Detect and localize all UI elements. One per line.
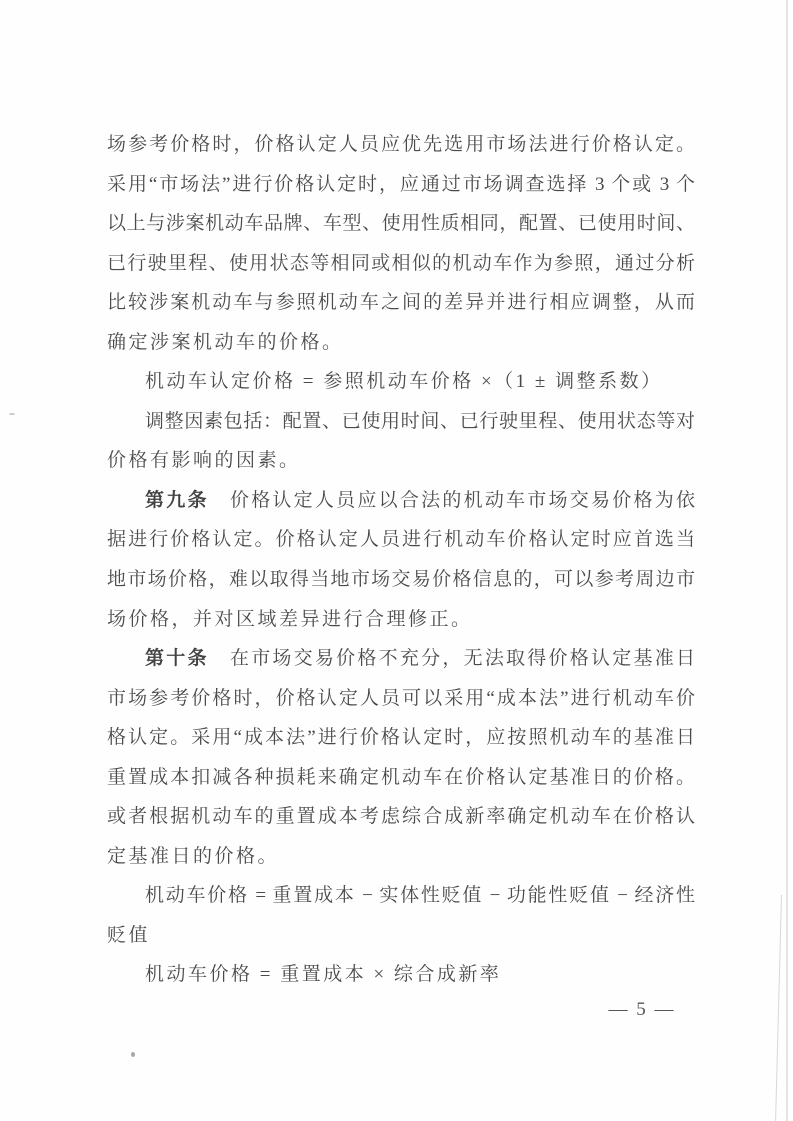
text-line: 以上与涉案机动车品牌、车型、使用性质相同，配置、已使用时间、 (107, 213, 695, 235)
formula-line: 机动车价格 = 重置成本 × 综合成新率 (145, 964, 502, 986)
text-line: 确定涉案机动车的价格。 (107, 331, 344, 353)
formula-line: 机动车价格 = 重置成本 − 实体性贬值 − 功能性贬值 − 经济性 (145, 885, 695, 907)
text-line: 贬值 (107, 924, 151, 946)
text-line: 采用“市场法”进行价格认定时，应通过市场调查选择 3 个或 3 个 (107, 173, 695, 195)
scan-edge-line (775, 895, 782, 1121)
scan-speck (9, 413, 15, 415)
text-line: 已行驶里程、使用状态等相同或相似的机动车作为参照，通过分析 (107, 252, 695, 274)
text-line (107, 481, 695, 521)
text-line: 定基准日的价格。 (107, 845, 280, 867)
scan-edge-line (786, 0, 788, 1121)
text-line: 市场参考价格时，价格认定人员可以采用“成本法”进行机动车价 (107, 687, 695, 709)
article-text: 在市场交易价格不充分，无法取得价格认定基准日 (208, 648, 695, 670)
text-line: 调整因素包括：配置、已使用时间、已行驶里程、使用状态等对 (145, 410, 695, 432)
scan-speck (131, 1052, 135, 1057)
formula-line: 机动车认定价格 = 参照机动车价格 ×（1 ± 调整系数） (145, 371, 663, 393)
text-line: 场参考价格时，价格认定人员应优先选用市场法进行价格认定。 (107, 134, 695, 155)
text-line: 场价格，并对区域差异进行合理修正。 (107, 608, 473, 630)
article-term: 第九条 (145, 489, 209, 511)
article-text: 价格认定人员应以合法的机动车市场交易价格为依 (208, 489, 695, 511)
text-line: 地市场价格，难以取得当地市场交易价格信息的，可以参考周边市 (107, 569, 695, 591)
text-line: 或者根据机动车的重置成本考虑综合成新率确定机动车在价格认 (107, 806, 695, 828)
text-line (107, 639, 695, 679)
article-term: 第十条 (145, 648, 209, 670)
text-line: 价格有影响的因素。 (107, 450, 301, 472)
text-line: 比较涉案机动车与参照机动车之间的差异并进行相应调整，从而 (107, 292, 695, 314)
text-line: 格认定。采用“成本法”进行价格认定时，应按照机动车的基准日 (107, 727, 695, 749)
page-number: — 5 — (608, 999, 676, 1020)
text-line: 据进行价格认定。价格认定人员进行机动车价格认定时应首选当 (107, 529, 695, 551)
document-body (107, 125, 695, 995)
text-line: 重置成本扣减各种损耗来确定机动车在价格认定基准日的价格。 (107, 766, 695, 788)
